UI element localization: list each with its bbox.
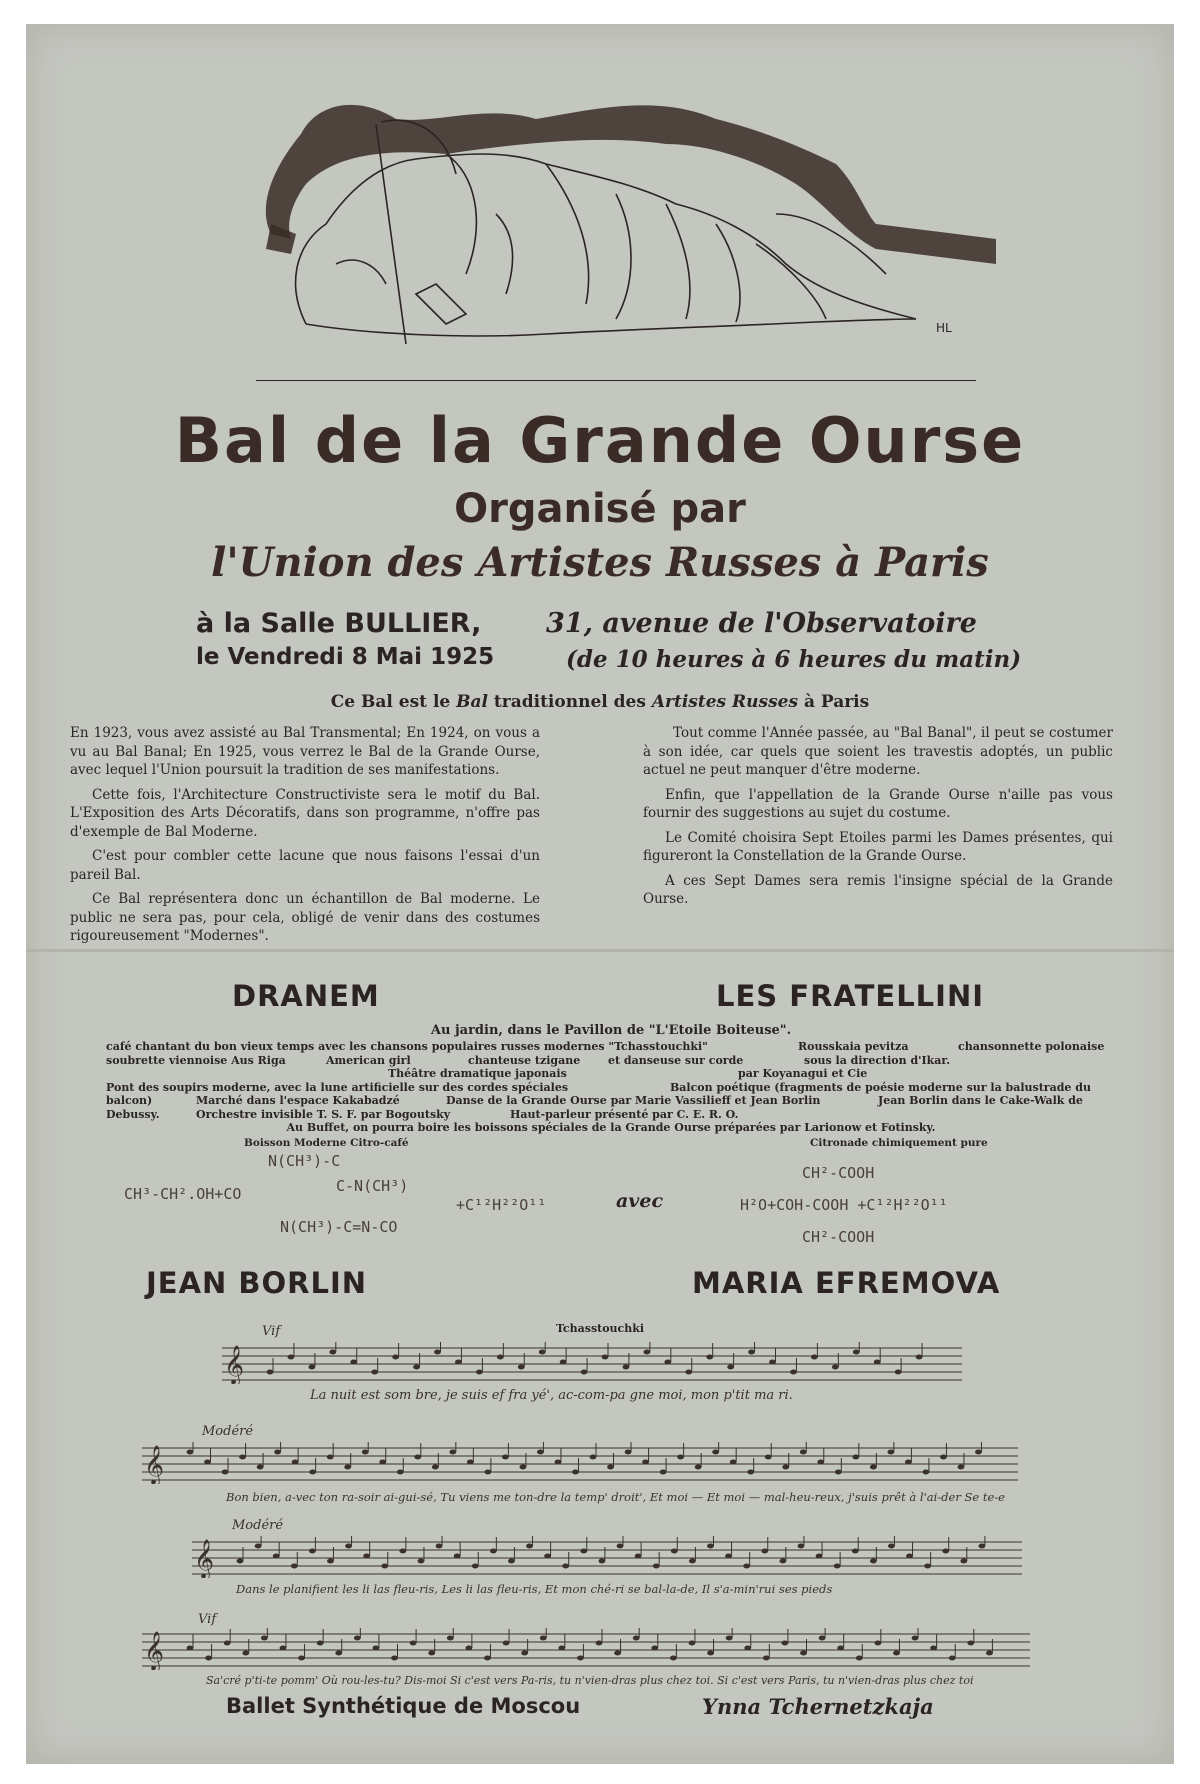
program-item: American girl [326, 1053, 411, 1067]
note-head [874, 1641, 881, 1646]
organizer-prefix: Organisé par [454, 486, 746, 532]
tempo-mark-3: Modéré [232, 1518, 284, 1533]
note-head [187, 1646, 194, 1651]
lyric-line-3: Dans le planifient les li las fleu-ris, Les li las fleu-ris, Et mon ché-ri se bal-la-de, Il s'a-min'rui ses pieds [236, 1582, 833, 1596]
note-head [274, 1450, 281, 1455]
note-head [916, 1355, 923, 1360]
note-head [187, 1450, 194, 1455]
lyric-line-1: La nuit est som bre, je suis ef fra yé', ac-com-pa gne moi, mon p'tit ma ri. [310, 1388, 793, 1403]
note-head [617, 1544, 624, 1549]
note-head [484, 1470, 491, 1475]
formula-left-top: N(CH³)-C [268, 1152, 341, 1170]
note-head [670, 1656, 677, 1661]
note-head [743, 1564, 750, 1569]
note-head [923, 1470, 930, 1475]
program-item: Rousskaia pevitza [798, 1040, 909, 1053]
note-head [434, 1350, 441, 1355]
note-head [800, 1450, 807, 1455]
note-head [870, 1465, 877, 1470]
note-head [837, 1646, 844, 1651]
note-head [381, 1564, 388, 1569]
note-head [853, 1350, 860, 1355]
note-head [237, 1559, 244, 1564]
note-head [596, 1641, 603, 1646]
svg-text:𝄞: 𝄞 [194, 1539, 215, 1578]
note-head [685, 1370, 692, 1375]
note-head [455, 1360, 462, 1365]
note-head [581, 1370, 588, 1375]
note-head [614, 1651, 621, 1656]
note-head [706, 1355, 713, 1360]
note-head [413, 1365, 420, 1370]
note-head [335, 1651, 342, 1656]
note-head [327, 1455, 334, 1460]
note-head [222, 1470, 229, 1475]
note-head [309, 1549, 316, 1554]
note-head [344, 1465, 351, 1470]
music-staff-3 [192, 1536, 1022, 1578]
note-head [449, 1450, 456, 1455]
note-head [329, 1350, 336, 1355]
note-head [391, 1656, 398, 1661]
note-head [942, 1549, 949, 1554]
note-head [967, 1641, 974, 1646]
note-head [748, 1350, 755, 1355]
note-head [410, 1641, 417, 1646]
note-head [769, 1360, 776, 1365]
drink-right-label: Citronade chimiquement pure [810, 1137, 988, 1149]
note-head [727, 1365, 734, 1370]
note-head [454, 1554, 461, 1559]
note-head [432, 1465, 439, 1470]
note-head [502, 1455, 509, 1460]
headliner-borlin: JEAN BORLIN [146, 1266, 368, 1300]
program-item: chanteuse tzigane [468, 1053, 581, 1067]
note-head [520, 1465, 527, 1470]
formula-left-mid: C-N(CH³) [336, 1177, 409, 1195]
note-head [484, 1656, 491, 1661]
paragraph: Tout comme l'Année passée, au "Bal Banal", il peut se costumer à son idée, car quels que soient les travestis adoptés, un public actuel ne peut manquer d'être moderne. [643, 725, 1113, 778]
program-item: Orchestre invisible T. S. F. par Bogoutsky [196, 1107, 451, 1121]
note-head [273, 1554, 280, 1559]
program-item: café chantant du bon vieux temps avec les chansons populaires russes modernes "Tchasstouchki" [106, 1040, 708, 1053]
note-head [730, 1460, 737, 1465]
formula-right-bottom: CH²-COOH [802, 1228, 875, 1246]
tradition-text-a: Ce Bal est le [330, 692, 457, 712]
note-head [261, 1636, 268, 1641]
headliner-fratellini: LES FRATELLINI [716, 979, 985, 1013]
note-head [870, 1559, 877, 1564]
note-head [660, 1470, 667, 1475]
note-head [643, 1350, 650, 1355]
artist-signature: HL [936, 321, 952, 335]
note-head [930, 1646, 937, 1651]
note-head [363, 1554, 370, 1559]
note-head [912, 1636, 919, 1641]
intro-column-left [70, 724, 540, 952]
formula-left-main: CH³-CH².OH+CO [124, 1185, 242, 1203]
note-head [761, 1549, 768, 1554]
note-head [623, 1365, 630, 1370]
paragraph: C'est pour combler cette lacune que nous faisons l'essai d'un pareil Bal. [70, 848, 540, 883]
program-item: Jean Borlin dans le Cake-Walk de [878, 1094, 1083, 1107]
note-head [832, 1365, 839, 1370]
note-head [497, 1355, 504, 1360]
note-head [905, 1460, 912, 1465]
note-head [689, 1641, 696, 1646]
note-head [949, 1656, 956, 1661]
svg-text:𝄞: 𝄞 [144, 1631, 165, 1670]
organizer-name: l'Union des Artistes Russes à Paris [211, 539, 989, 586]
note-head [537, 1450, 544, 1455]
note-head [960, 1559, 967, 1564]
note-head [671, 1549, 678, 1554]
note-head [819, 1636, 826, 1641]
poster-title: Bal de la Grande Ourse [174, 404, 1026, 477]
tradition-line [26, 692, 1174, 712]
note-head [798, 1544, 805, 1549]
music-staff-1 [222, 1342, 962, 1384]
note-head [503, 1641, 510, 1646]
tradition-text-b: Bal [456, 692, 488, 712]
reclining-figure-illustration [216, 64, 1016, 404]
paragraph: A ces Sept Dames sera remis l'insigne spécial de la Grande Ourse. [643, 872, 1113, 907]
note-head [695, 1465, 702, 1470]
note-head [888, 1544, 895, 1549]
formula-left-sugar: +C¹²H²²O¹¹ [456, 1196, 547, 1214]
paragraph: Le Comité choisira Sept Etoiles parmi les Dames présentes, qui figureront la Constellation de la Grande Ourse. [643, 829, 1113, 864]
tempo-mark-2: Modéré [202, 1424, 254, 1439]
formula-left-bottom: N(CH³)-C=N-CO [280, 1218, 398, 1236]
tradition-text-d: Artistes Russes [651, 692, 799, 712]
drink-left-label: Boisson Moderne Citro-café [244, 1137, 409, 1149]
note-head [239, 1455, 246, 1460]
note-head [590, 1455, 597, 1460]
program-item: sous la direction d'Ikar. [804, 1053, 951, 1067]
program-item: chansonnette polonaise [958, 1040, 1105, 1053]
svg-text:𝄞: 𝄞 [224, 1345, 245, 1384]
note-head [399, 1549, 406, 1554]
note-head [602, 1355, 609, 1360]
note-head [765, 1455, 772, 1460]
event-date: le Vendredi 8 Mai 1925 [196, 644, 495, 670]
note-head [635, 1554, 642, 1559]
note-head [607, 1465, 614, 1470]
note-head [874, 1360, 881, 1365]
venue-name: à la Salle BULLIER, [196, 608, 482, 639]
note-head [518, 1365, 525, 1370]
lyric-line-2: Bon bien, a-vec ton ra-soir ai-gui-sé, Tu viens me ton-dre la temp' droit', Et moi — Et moi — mal-heu-reux, j'suis prêt à l'ai-der Se te-e [226, 1490, 1005, 1504]
note-head [782, 1641, 789, 1646]
note-head [782, 1465, 789, 1470]
note-head [651, 1646, 658, 1651]
note-head [490, 1549, 497, 1554]
note-head [562, 1564, 569, 1569]
note-head [747, 1470, 754, 1475]
note-head [906, 1554, 913, 1559]
note-head [317, 1641, 324, 1646]
note-head [255, 1544, 262, 1549]
paragraph: Enfin, que l'appellation de la Grande Ourse n'aille pas vous fournir des suggestions au sujet du costume. [643, 786, 1113, 821]
note-head [436, 1544, 443, 1549]
note-head [447, 1636, 454, 1641]
tempo-mark-1: Vif [262, 1324, 281, 1339]
note-head [362, 1450, 369, 1455]
note-head [726, 1636, 733, 1641]
note-head [852, 1455, 859, 1460]
note-head [835, 1470, 842, 1475]
note-head [526, 1544, 533, 1549]
note-head [371, 1370, 378, 1375]
program-item: par Koyanagui et Cie [738, 1067, 868, 1080]
note-head [642, 1460, 649, 1465]
venue-address: 31, avenue de l'Observatoire [546, 608, 977, 639]
note-head [725, 1554, 732, 1559]
program-item: et danseuse sur corde [608, 1053, 744, 1067]
svg-text:𝄞: 𝄞 [144, 1445, 165, 1484]
music-staff-2 [142, 1442, 1018, 1484]
note-head [521, 1651, 528, 1656]
note-head [467, 1460, 474, 1465]
note-head [309, 1470, 316, 1475]
note-head [354, 1636, 361, 1641]
note-head [633, 1636, 640, 1641]
note-head [428, 1651, 435, 1656]
note-head [924, 1564, 931, 1569]
program-item: balcon) [106, 1094, 153, 1107]
paper-fold [26, 949, 1174, 952]
note-head [664, 1360, 671, 1365]
note-head [572, 1470, 579, 1475]
buffet-note: Au Buffet, on pourra boire les boissons spéciales de la Grande Ourse préparées par Larionow et Fotinsky. [286, 1121, 936, 1134]
garden-program [106, 1024, 1116, 1135]
headliner-efremova: MARIA EFREMOVA [692, 1266, 1001, 1300]
lyric-line-4: Sa'cré p'ti-te pomm' Où rou-les-tu? Dis-moi Si c'est vers Pa-ris, tu n'vien-dras plus chez toi. Si c'est vers Paris, tu n'vien-dras plus chez toi [206, 1674, 974, 1687]
note-head [940, 1455, 947, 1460]
note-head [887, 1450, 894, 1455]
note-head [397, 1470, 404, 1475]
program-item: Balcon poétique (fragments de poésie moderne sur la balustrade du [670, 1080, 1091, 1094]
note-head [817, 1460, 824, 1465]
drinks-connector: avec [616, 1190, 664, 1212]
footer-dancer: Ynna Tchernetzkaja [702, 1694, 934, 1719]
note-head [893, 1651, 900, 1656]
note-head [327, 1559, 334, 1564]
program-item: Danse de la Grande Ourse par Marie Vassilieff et Jean Borlin [446, 1094, 821, 1107]
note-head [986, 1651, 993, 1656]
note-head [677, 1455, 684, 1460]
note-head [540, 1636, 547, 1641]
music-staff-4 [142, 1628, 1030, 1670]
note-head [465, 1646, 472, 1651]
note-head [418, 1559, 425, 1564]
program-item: Théâtre dramatique japonais [388, 1067, 567, 1080]
program-item: soubrette viennoise Aus Riga [106, 1053, 286, 1067]
intro-column-right [643, 724, 1113, 915]
tradition-text-c: traditionnel des [487, 692, 652, 712]
note-head [476, 1370, 483, 1375]
note-head [280, 1646, 287, 1651]
note-head [558, 1646, 565, 1651]
note-head [472, 1564, 479, 1569]
note-head [288, 1355, 295, 1360]
note-head [979, 1544, 986, 1549]
note-head [816, 1554, 823, 1559]
formula-right-top: CH²-COOH [802, 1164, 875, 1182]
note-head [373, 1646, 380, 1651]
footer-ballet: Ballet Synthétique de Moscou [226, 1694, 581, 1718]
note-head [834, 1564, 841, 1569]
note-head [379, 1460, 386, 1465]
note-head [653, 1564, 660, 1569]
note-head [308, 1365, 315, 1370]
note-head [544, 1554, 551, 1559]
note-head [811, 1355, 818, 1360]
note-head [414, 1455, 421, 1460]
poster-sheet [26, 24, 1174, 1764]
note-head [257, 1465, 264, 1470]
note-head [560, 1360, 567, 1365]
note-head [298, 1656, 305, 1661]
note-head [539, 1350, 546, 1355]
note-head [712, 1450, 719, 1455]
note-head [204, 1460, 211, 1465]
note-head [267, 1370, 274, 1375]
program-item: Haut-parleur présenté par C. E. R. O. [510, 1107, 739, 1121]
note-head [392, 1355, 399, 1360]
note-head [800, 1651, 807, 1656]
note-head [689, 1559, 696, 1564]
note-head [577, 1656, 584, 1661]
note-head [744, 1646, 751, 1651]
formula-right-main: H²O+COH-COOH +C¹²H²²O¹¹ [740, 1196, 948, 1214]
note-head [291, 1564, 298, 1569]
note-head [292, 1460, 299, 1465]
note-head [852, 1549, 859, 1554]
tradition-text-e: à Paris [798, 692, 870, 712]
note-head [707, 1651, 714, 1656]
note-head [625, 1450, 632, 1455]
tempo-mark-4: Vif [198, 1612, 217, 1627]
note-head [508, 1559, 515, 1564]
paragraph: Ce Bal représentera donc un échantillon de Bal moderne. Le public ne sera pas, pour cela, obligé de venir dans des costumes rigoureusement "Modernes". [70, 891, 540, 944]
note-head [224, 1641, 231, 1646]
note-head [242, 1651, 249, 1656]
title-divider [256, 380, 976, 381]
note-head [580, 1549, 587, 1554]
headliner-dranem: DRANEM [232, 979, 380, 1013]
note-head [856, 1656, 863, 1661]
note-head [350, 1360, 357, 1365]
note-head [205, 1656, 212, 1661]
note-head [707, 1544, 714, 1549]
paragraph: En 1923, vous avez assisté au Bal Transmental; En 1924, on vous a vu au Bal Banal; En 1925, vous verrez le Bal de la Grande Ourse, avec lequel l'Union poursuit la tradition de ses manifestations. [70, 725, 540, 778]
note-head [599, 1559, 606, 1564]
garden-intro: Au jardin, dans le Pavillon de "L'Etoile Boiteuse". [430, 1023, 792, 1038]
note-head [763, 1656, 770, 1661]
note-head [958, 1465, 965, 1470]
note-head [895, 1370, 902, 1375]
program-item: Marché dans l'espace Kakabadzé [196, 1094, 400, 1107]
note-head [345, 1544, 352, 1549]
note-head [790, 1370, 797, 1375]
note-head [975, 1450, 982, 1455]
note-head [779, 1559, 786, 1564]
score-title: Tchasstouchki [556, 1322, 645, 1335]
paragraph: Cette fois, l'Architecture Constructiviste sera le motif du Bal. L'Exposition des Arts Décoratifs, dans son programme, n'offre pas d'exemple de Bal Moderne. [70, 786, 540, 840]
program-item: Pont des soupirs moderne, avec la lune artificielle sur des cordes spéciales [106, 1080, 569, 1094]
note-head [555, 1460, 562, 1465]
event-hours: (de 10 heures à 6 heures du matin) [566, 646, 1022, 673]
program-item: Debussy. [106, 1107, 160, 1121]
